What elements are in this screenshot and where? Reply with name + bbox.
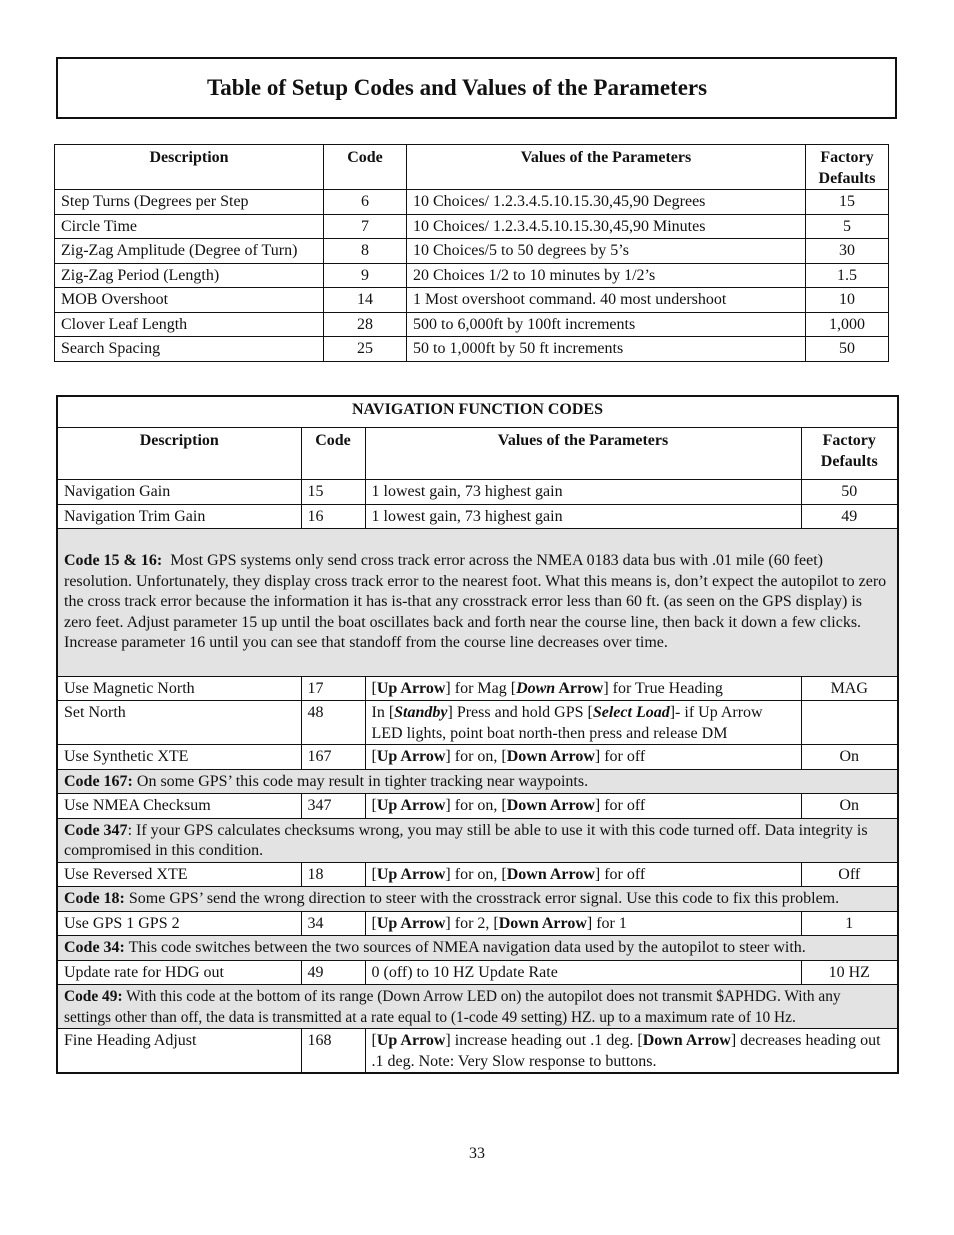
row-code: 28 (324, 312, 407, 337)
table-row (57, 480, 898, 505)
row-description: Navigation Trim Gain (57, 504, 301, 529)
table-row (55, 288, 889, 313)
row-code: 34 (301, 911, 365, 936)
row-values: 1 lowest gain, 73 highest gain (365, 480, 801, 505)
table-row (57, 1029, 898, 1074)
row-description: Zig-Zag Period (Length) (55, 263, 324, 288)
row-description: Use GPS 1 GPS 2 (57, 911, 301, 936)
row-code: 16 (301, 504, 365, 529)
row-default: 49 (801, 504, 898, 529)
note-code-18: Code 18: Some GPS’ send the wrong direction to steer with the crosstrack error signal. Use this code to fix this problem. (57, 887, 898, 912)
row-code: 48 (301, 701, 365, 745)
note-code-34: Code 34: This code switches between the two sources of NMEA navigation data used by the autopilot to steer with. (57, 936, 898, 961)
row-code: 25 (324, 337, 407, 362)
note-row (57, 529, 898, 677)
page-title: Table of Setup Codes and Values of the Parameters (207, 75, 708, 100)
row-description: Use Magnetic North (57, 676, 301, 701)
row-values: [Up Arrow] for Mag [Down Arrow] for True Heading (365, 676, 801, 701)
row-code: 9 (324, 263, 407, 288)
section-title: NAVIGATION FUNCTION CODES (57, 396, 898, 428)
row-values: In [Standby] Press and hold GPS [Select Load]- if Up Arrow LED lights, point boat north-then press and release DM (365, 701, 801, 745)
header-values: Values of the Parameters (365, 428, 801, 480)
row-code: 168 (301, 1029, 365, 1074)
row-values: 10 Choices/ 1.2.3.4.5.10.15.30,45,90 Minutes (407, 214, 806, 239)
row-values: 500 to 6,000ft by 100ft increments (407, 312, 806, 337)
row-default: 1,000 (806, 312, 889, 337)
table-row (55, 337, 889, 362)
table-row (57, 960, 898, 985)
row-default (801, 701, 898, 745)
setup-codes-table (54, 144, 889, 362)
row-description: Step Turns (Degrees per Step (55, 190, 324, 215)
row-values: [Up Arrow] increase heading out .1 deg. [Down Arrow] decreases heading out .1 deg. Note: Very Slow response to buttons. (365, 1029, 898, 1074)
row-default: 30 (806, 239, 889, 264)
note-code-49: Code 49: With this code at the bottom of its range (Down Arrow LED on) the autopilot does not transmit $APHDG. With any settings other than off, the data is transmitted at a rate equal to (1-code 49 setting) HZ. up to a maximum rate of 10 Hz. (57, 985, 898, 1029)
row-values: 10 Choices/5 to 50 degrees by 5’s (407, 239, 806, 264)
note-code-347: Code 347: If your GPS calculates checksums wrong, you may still be able to use it with this code turned off. Data integrity is compromised in this condition. (57, 818, 898, 862)
row-values: [Up Arrow] for on, [Down Arrow] for off (365, 745, 801, 770)
table-row (57, 676, 898, 701)
table-row (57, 745, 898, 770)
row-code: 8 (324, 239, 407, 264)
row-values: 1 lowest gain, 73 highest gain (365, 504, 801, 529)
row-code: 18 (301, 862, 365, 887)
header-description: Description (57, 428, 301, 480)
row-values: 50 to 1,000ft by 50 ft increments (407, 337, 806, 362)
row-default: MAG (801, 676, 898, 701)
row-values: 0 (off) to 10 HZ Update Rate (365, 960, 801, 985)
row-values: 20 Choices 1/2 to 10 minutes by 1/2’s (407, 263, 806, 288)
row-description: MOB Overshoot (55, 288, 324, 313)
row-description: Use Synthetic XTE (57, 745, 301, 770)
table-row (55, 312, 889, 337)
row-default: 50 (801, 480, 898, 505)
row-description: Clover Leaf Length (55, 312, 324, 337)
navigation-codes-table (56, 395, 899, 1074)
row-code: 167 (301, 745, 365, 770)
row-code: 14 (324, 288, 407, 313)
note-code-15-16: Code 15 & 16: Most GPS systems only send cross track error across the NMEA 0183 data bus with .01 mile (60 feet) resolution. Unfortunately, they display cross track error to the nearest foot. What this means is, don’t expect the autopilot to zero the cross track error because the information it has is-that any crosstrack error less than 60 ft. (as seen on the GPS display) is zero feet. Adjust parameter 15 up until the boat oscillates back and forth near the course line, then back it down a few clicks. Increase parameter 16 until you can see that standoff from the course line decreases over time. (57, 529, 898, 677)
row-description: Circle Time (55, 214, 324, 239)
row-code: 7 (324, 214, 407, 239)
table-header-row (55, 145, 889, 190)
row-default: Off (801, 862, 898, 887)
row-default: 5 (806, 214, 889, 239)
row-description: Search Spacing (55, 337, 324, 362)
header-defaults: Factory Defaults (806, 145, 889, 190)
table-row (57, 862, 898, 887)
row-values: [Up Arrow] for on, [Down Arrow] for off (365, 794, 801, 819)
note-row (57, 985, 898, 1029)
row-code: 17 (301, 676, 365, 701)
row-values: [Up Arrow] for on, [Down Arrow] for off (365, 862, 801, 887)
row-code: 347 (301, 794, 365, 819)
row-default: On (801, 794, 898, 819)
row-description: Fine Heading Adjust (57, 1029, 301, 1074)
row-default: 15 (806, 190, 889, 215)
row-default: 10 (806, 288, 889, 313)
row-description: Navigation Gain (57, 480, 301, 505)
row-description: Update rate for HDG out (57, 960, 301, 985)
row-description: Set North (57, 701, 301, 745)
page-number: 33 (469, 1145, 485, 1162)
row-code: 6 (324, 190, 407, 215)
table-row (57, 701, 898, 745)
table-row (55, 239, 889, 264)
section-title-row (57, 396, 898, 428)
title-box (56, 57, 897, 119)
row-description: Zig-Zag Amplitude (Degree of Turn) (55, 239, 324, 264)
row-description: Use Reversed XTE (57, 862, 301, 887)
row-values: 1 Most overshoot command. 40 most undershoot (407, 288, 806, 313)
row-default: 1.5 (806, 263, 889, 288)
row-code: 49 (301, 960, 365, 985)
row-code: 15 (301, 480, 365, 505)
header-code: Code (324, 145, 407, 190)
note-row (57, 769, 898, 794)
note-code-167: Code 167: On some GPS’ this code may result in tighter tracking near waypoints. (57, 769, 898, 794)
table-row (55, 263, 889, 288)
table-row (55, 214, 889, 239)
header-code: Code (301, 428, 365, 480)
note-row (57, 887, 898, 912)
row-default: On (801, 745, 898, 770)
header-defaults: Factory Defaults (801, 428, 898, 480)
table-row (55, 190, 889, 215)
row-values: [Up Arrow] for 2, [Down Arrow] for 1 (365, 911, 801, 936)
table-row (57, 504, 898, 529)
note-row (57, 936, 898, 961)
note-row (57, 818, 898, 862)
header-description: Description (55, 145, 324, 190)
row-description: Use NMEA Checksum (57, 794, 301, 819)
table-header-row (57, 428, 898, 480)
row-default: 1 (801, 911, 898, 936)
row-values: 10 Choices/ 1.2.3.4.5.10.15.30,45,90 Degrees (407, 190, 806, 215)
row-default: 10 HZ (801, 960, 898, 985)
row-default: 50 (806, 337, 889, 362)
table-row (57, 794, 898, 819)
table-row (57, 911, 898, 936)
header-values: Values of the Parameters (407, 145, 806, 190)
